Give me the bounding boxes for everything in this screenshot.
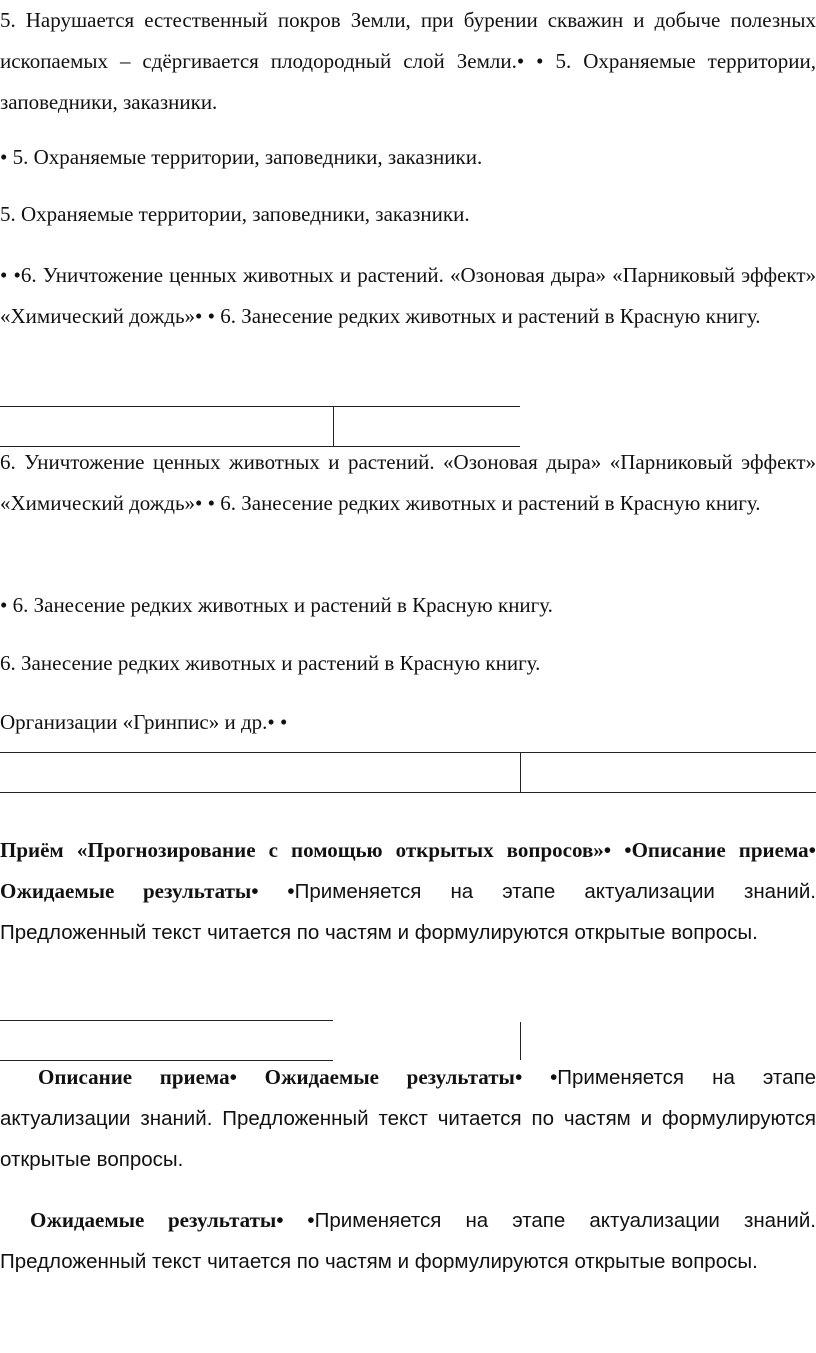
paragraph-7: 6. Занесение редких животных и растений в Красную книгу. [0,651,541,675]
technique-heading-2: Описание приема• Ожидаемые результаты• • [38,1065,558,1089]
table-column-divider [333,406,334,446]
technique-text-1: Применяется на этапе актуализации знаний. Предложенный текст читается по частям и формулируются открытые вопросы. [0,880,816,944]
technique-block-3 [0,1200,816,1282]
technique-block-2 [0,1057,816,1180]
table-border-bottom [0,792,816,793]
technique-text-3: Применяется на этапе актуализации знаний. Предложенный текст читается по частям и формулируются открытые вопросы. [0,1209,816,1273]
paragraph-6: • 6. Занесение редких животных и растений в Красную книгу. [0,593,553,617]
table-border-top [0,752,816,753]
table-column-divider [520,1022,521,1060]
technique-block-1 [0,830,816,953]
technique-text-2: Применяется на этапе актуализации знаний. Предложенный текст читается по частям и формулируются открытые вопросы. [0,1066,816,1171]
paragraph-8: Организации «Гринпис» и др.• • [0,710,288,734]
technique-heading-1: Приём «Прогнозирование с помощью открытых вопросов»• •Описание приема• Ожидаемые результаты• • [0,838,816,903]
technique-heading-3: Ожидаемые результаты• • [30,1208,315,1232]
paragraph-2: • 5. Охраняемые территории, заповедники, заказники. [0,145,483,169]
table-border-top [0,1020,333,1021]
paragraph-5: 6. Уничтожение ценных животных и растений. «Озоновая дыра» «Парниковый эффект» «Химический дождь»• • 6. Занесение редких животных и растений в Красную книгу. [0,450,816,515]
table-column-divider [520,752,521,792]
paragraph-1: 5. Нарушается естественный покров Земли, при бурении скважин и добыче полезных ископаемых – сдёргивается плодородный слой Земли.• • 5. Охраняемые территории, заповедники, заказники. [0,8,816,114]
paragraph-3: 5. Охраняемые территории, заповедники, заказники. [0,202,470,226]
paragraph-4: • •6. Уничтожение ценных животных и растений. «Озоновая дыра» «Парниковый эффект» «Химический дождь»• • 6. Занесение редких животных и растений в Красную книгу. [0,263,816,328]
table-border-top [0,406,520,407]
